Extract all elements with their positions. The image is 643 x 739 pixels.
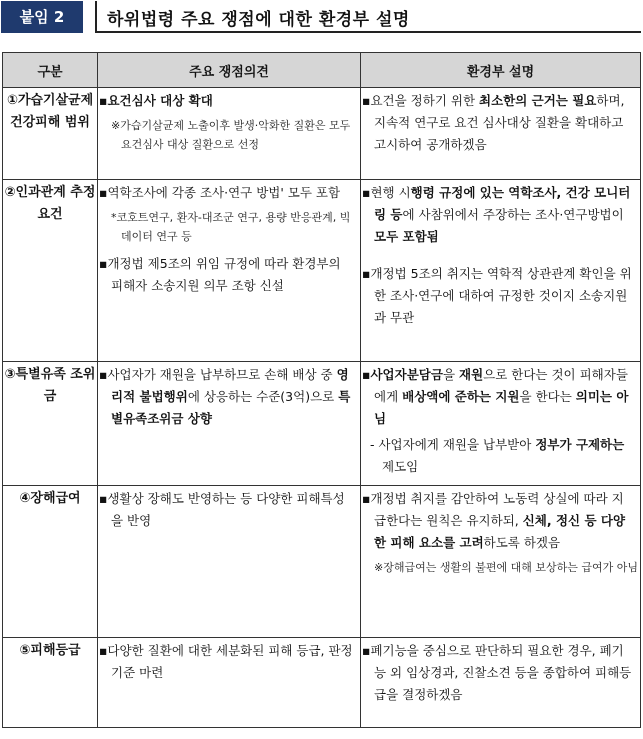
opinion-cell bbox=[98, 362, 361, 486]
row-category: ③특별유족 조위금 bbox=[3, 362, 98, 486]
explanation-cell bbox=[361, 88, 641, 180]
table-row bbox=[3, 638, 641, 728]
column-header-category: 구분 bbox=[3, 53, 98, 88]
opinion-main: ▪다양한 질환에 대한 세분화된 피해 등급, 판정기준 마련 bbox=[99, 643, 353, 680]
explanation-cell bbox=[361, 486, 641, 638]
opinion-cell bbox=[98, 638, 361, 728]
table-row bbox=[3, 486, 641, 638]
opinion-note: *코호트연구, 환자-대조군 연구, 용량 반응관계, 빅데이터 연구 등 bbox=[111, 211, 351, 243]
table-row bbox=[3, 88, 641, 180]
explanation-dash: - 사업자에게 재원을 납부받아 정부가 구제하는 제도임 bbox=[370, 437, 625, 474]
opinion-cell bbox=[98, 486, 361, 638]
table-header-row bbox=[3, 53, 641, 88]
table-row bbox=[3, 180, 641, 362]
page-header bbox=[0, 0, 643, 36]
opinion-cell bbox=[98, 88, 361, 180]
explanation-text: ▪요건을 정하기 위한 최소한의 근거는 필요하며, 지속적 연구로 요건 심사대상 질환을 확대하고 고시하여 공개하겠음 bbox=[362, 93, 625, 152]
title-box bbox=[95, 1, 641, 33]
row-category: ⑤피해등급 bbox=[3, 638, 98, 728]
explanation-cell bbox=[361, 362, 641, 486]
explanation-second: ▪개정법 5조의 취지는 역학적 상관관계 확인을 위한 조사·연구에 대하여 규정한 것이지 소송지원과 무관 bbox=[362, 266, 632, 325]
explanation-text: ▪현행 시행령 규정에 있는 역학조사, 건강 모니터링 등에 사참위에서 주장하는 조사·연구방법이 모두 포함됨 bbox=[362, 185, 631, 244]
explanation-text: ▪개정법 취지를 감안하여 노동력 상실에 따라 지급한다는 원칙은 유지하되, 신체, 정신 등 다양한 피해 요소를 고려하도록 하겠음 bbox=[362, 491, 626, 550]
explanation-cell bbox=[361, 180, 641, 362]
column-header-opinion: 주요 쟁점의견 bbox=[98, 53, 361, 88]
opinion-main: ▪요건심사 대상 확대 bbox=[99, 93, 213, 108]
page-title: 하위법령 주요 쟁점에 대한 환경부 설명 bbox=[107, 10, 410, 30]
row-category: ①가습기살균제 건강피해 범위 bbox=[3, 88, 98, 180]
row-category: ②인과관계 추정요건 bbox=[3, 180, 98, 362]
opinion-note: ※가습기살균제 노출이후 발생·악화한 질환은 모두 요건심사 대상 질환으로 선정 bbox=[111, 119, 351, 151]
opinion-main: ▪생활상 장해도 반영하는 등 다양한 피해특성을 반영 bbox=[99, 491, 345, 528]
explanation-cell bbox=[361, 638, 641, 728]
explanation-note: ※장해급여는 생활의 불편에 대해 보상하는 급여가 아님 bbox=[374, 561, 638, 574]
attachment-badge: 붙임 2 bbox=[1, 1, 83, 33]
table-row bbox=[3, 362, 641, 486]
column-header-explanation: 환경부 설명 bbox=[361, 53, 641, 88]
opinion-cell bbox=[98, 180, 361, 362]
explanation-text: ▪폐기능을 중심으로 판단하되 필요한 경우, 폐기능 외 임상경과, 진찰소견 등을 종합하여 피해등급을 결정하겠음 bbox=[362, 643, 632, 702]
row-category: ④장해급여 bbox=[3, 486, 98, 638]
issues-table bbox=[2, 52, 641, 728]
opinion-main: ▪역학조사에 각종 조사·연구 방법' 모두 포함 bbox=[99, 185, 341, 200]
opinion-second: ▪개정법 제5조의 위임 규정에 따라 환경부의 피해자 소송지원 의무 조항 신설 bbox=[99, 256, 341, 293]
opinion-main: ▪사업자가 재원을 납부하므로 손해 배상 중 영리적 불법행위에 상응하는 수준(3억)으로 특별유족조위금 상향 bbox=[99, 367, 351, 426]
explanation-text: ▪사업자분담금을 재원으로 한다는 것이 피해자들에게 배상액에 준하는 지원을 한다는 의미는 아님 bbox=[362, 367, 629, 426]
